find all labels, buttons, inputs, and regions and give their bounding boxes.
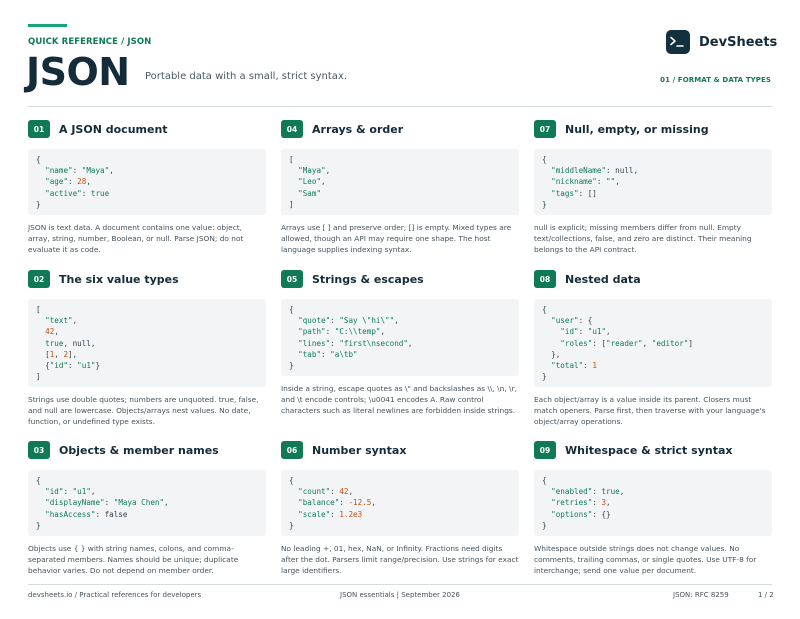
code-line (36, 304, 258, 315)
page-title: JSON (26, 50, 130, 94)
code-line (36, 349, 258, 360)
code-token (36, 189, 45, 198)
code-token (289, 327, 298, 336)
code-token (36, 177, 45, 186)
code-line (36, 188, 258, 199)
code-token: "reader" (606, 338, 643, 348)
code-token: , (86, 177, 91, 187)
code-token (289, 498, 298, 507)
card-number-badge: 03 (28, 441, 50, 459)
code-token (289, 350, 298, 359)
code-line (542, 520, 764, 531)
code-token: "a\tb" (330, 349, 358, 359)
code-token: : null, (606, 166, 639, 176)
code-token: } (36, 199, 41, 209)
code-line (289, 338, 511, 349)
code-token: : (330, 316, 340, 326)
code-token: 1 (49, 349, 55, 359)
card-number-badge: 04 (281, 120, 303, 138)
code-token: "age" (45, 177, 69, 187)
code-line (36, 497, 258, 508)
code-token: "id" (49, 361, 69, 371)
code-token: "id" (45, 487, 64, 497)
card-header (534, 120, 772, 138)
card-description: Arrays use [ ] and preserve order; [] is empty. Mixed types are allowed, though an API may require one shape. The host language supplies indexing syntax. (281, 223, 512, 255)
code-line (542, 176, 764, 187)
code-token: "u1" (77, 361, 96, 371)
code-line (542, 326, 764, 337)
card-title: Number syntax (312, 443, 407, 457)
code-line (289, 188, 511, 199)
code-token: , (371, 498, 376, 508)
code-token (36, 327, 45, 336)
code-token: } (542, 520, 547, 530)
code-token: true (45, 338, 64, 348)
code-token: , (90, 487, 96, 497)
code-token (289, 316, 298, 325)
code-line (542, 199, 764, 210)
code-token: "Maya" (81, 166, 110, 176)
card-header (28, 270, 266, 288)
code-token: true (90, 188, 110, 198)
code-token: "displayName" (45, 498, 105, 508)
code-line (542, 315, 764, 326)
code-token: : [] (578, 188, 597, 198)
code-token: ] (36, 372, 41, 382)
code-token: , (54, 327, 59, 337)
code-line (542, 338, 764, 349)
code-token: , (164, 498, 169, 508)
footer-divider (28, 584, 772, 585)
code-token: } (289, 361, 294, 371)
card-number-badge: 09 (534, 441, 556, 459)
card-header (28, 441, 266, 459)
code-line (36, 315, 258, 326)
code-token: "Leo" (298, 177, 322, 187)
code-line (36, 371, 258, 382)
code-token (542, 510, 551, 519)
card-number-badge: 06 (281, 441, 303, 459)
code-line (36, 338, 258, 349)
card-description: Strings use double quotes; numbers are unquoted. true, false, and null are lowercase. Objects/arrays nest values. No date, function, or undefined type exists. (28, 395, 259, 427)
code-line (542, 165, 764, 176)
code-token (542, 339, 560, 348)
code-line (36, 165, 258, 176)
code-token: { (542, 305, 547, 314)
card-02 (28, 270, 266, 427)
code-line (289, 315, 511, 326)
code-line (36, 326, 258, 337)
code-token: "active" (45, 188, 82, 198)
code-token: } (95, 361, 101, 371)
code-token (36, 510, 45, 519)
card-title: Strings & escapes (312, 272, 424, 286)
code-token: } (542, 372, 547, 382)
code-line (289, 349, 511, 360)
card-number-badge: 05 (281, 270, 303, 288)
code-token: 2 (63, 349, 69, 359)
code-token: : false (95, 509, 128, 519)
code-token: } (542, 199, 547, 209)
code-example (534, 299, 772, 387)
code-token: "Sam" (298, 188, 322, 198)
code-token: : (339, 498, 349, 508)
code-token: "id" (560, 327, 579, 337)
code-token: : { (578, 316, 593, 326)
code-token: { (542, 155, 547, 164)
code-line (36, 199, 258, 210)
code-token: : (596, 177, 607, 187)
code-token (542, 327, 560, 336)
brand-name: DevSheets (699, 34, 778, 50)
code-token: ] (289, 199, 294, 209)
code-token: }, (542, 349, 561, 359)
code-token (542, 361, 551, 370)
card-description: Inside a string, escape quotes as \" and backslashes as \\, \n, \r, and \t encode controls; \u0041 encodes A. Raw control characters such as literal newlines are forbidden inside strings. (281, 384, 517, 416)
code-token: , null, (63, 338, 96, 348)
code-line (36, 475, 258, 486)
code-token: : (592, 487, 602, 497)
code-token: ] (688, 338, 693, 348)
code-token: : [ (592, 338, 607, 348)
section-label: 01 / FORMAT & DATA TYPES (660, 76, 771, 84)
code-token: "hasAccess" (45, 509, 96, 519)
code-token: } (36, 520, 41, 530)
code-token: 3 (601, 498, 607, 508)
card-05 (281, 270, 519, 416)
code-example (534, 470, 772, 536)
code-line (289, 304, 511, 315)
code-line (542, 497, 764, 508)
code-example (281, 149, 519, 215)
card-06 (281, 441, 519, 576)
code-token: , (606, 327, 611, 337)
code-token (542, 189, 551, 198)
code-token: "total" (551, 361, 584, 371)
code-token: [ (36, 349, 50, 359)
page-subtitle: Portable data with a small, strict syntax. (145, 71, 348, 82)
card-header (28, 120, 266, 138)
code-token: "balance" (298, 498, 340, 508)
code-token: : (330, 509, 340, 519)
code-token: "tags" (551, 188, 579, 198)
code-token: "tab" (298, 349, 322, 359)
code-token: { (542, 476, 547, 485)
code-line (289, 520, 511, 531)
code-line (542, 475, 764, 486)
code-token: "quote" (298, 316, 331, 326)
card-description: null is explicit; missing members differ from null. Empty text/collections, false, and zero are distinct. Their meaning belongs to the API contract. (534, 223, 752, 255)
code-line (289, 199, 511, 210)
code-line (289, 475, 511, 486)
code-token (289, 166, 298, 175)
code-line (36, 360, 258, 371)
header-divider (28, 106, 772, 107)
eyebrow-label: QUICK REFERENCE / JSON (28, 37, 152, 47)
code-line (36, 154, 258, 165)
code-token: "first\nsecond" (339, 338, 408, 348)
code-token: 42 (339, 487, 349, 497)
code-line (289, 486, 511, 497)
code-token: "scale" (298, 509, 331, 519)
code-token: , (380, 327, 386, 337)
code-token: "nickname" (551, 177, 597, 187)
card-number-badge: 02 (28, 270, 50, 288)
code-token (289, 510, 298, 519)
code-token: "" (606, 177, 616, 187)
card-04 (281, 120, 519, 255)
card-number-badge: 08 (534, 270, 556, 288)
code-token (542, 316, 551, 325)
code-line (36, 509, 258, 520)
code-example (28, 299, 266, 387)
code-token (542, 177, 551, 186)
card-description: Whitespace outside strings does not change values. No comments, trailing commas, or single quotes. Use UTF-8 for interchange; send one value per document. (534, 544, 757, 576)
code-token (36, 487, 45, 496)
code-token (36, 316, 45, 325)
code-token: "options" (551, 509, 593, 519)
accent-bar (28, 24, 67, 27)
card-01 (28, 120, 266, 255)
code-line (542, 509, 764, 520)
code-token: : (330, 487, 340, 497)
code-token: : (72, 166, 82, 176)
brand (666, 30, 777, 54)
card-title: Null, empty, or missing (565, 122, 709, 136)
code-token: : (583, 361, 593, 371)
code-token: ], (68, 349, 78, 359)
card-title: A JSON document (59, 122, 168, 136)
code-token (36, 498, 45, 507)
code-token: "Say \"hi\"" (339, 316, 395, 326)
code-token: , (72, 316, 78, 326)
code-line (36, 486, 258, 497)
code-token: "name" (45, 166, 73, 176)
card-number-badge: 07 (534, 120, 556, 138)
code-token: { (36, 361, 50, 371)
code-token: , (606, 498, 611, 508)
code-token: } (289, 520, 294, 530)
card-title: Nested data (565, 272, 641, 286)
code-token: , (321, 177, 326, 187)
code-line (542, 304, 764, 315)
code-token: , (325, 166, 331, 176)
code-token: { (36, 155, 41, 164)
card-header (534, 270, 772, 288)
page-number: 1 / 2 (758, 591, 774, 599)
code-line (289, 165, 511, 176)
code-token (36, 339, 45, 348)
code-line (289, 326, 511, 337)
footer-edition: JSON essentials | September 2026 (340, 591, 460, 599)
card-03 (28, 441, 266, 576)
code-token: "retries" (551, 498, 593, 508)
code-example (281, 470, 519, 536)
footer-site: devsheets.io / Practical references for developers (28, 591, 202, 599)
code-line (542, 188, 764, 199)
code-token: , (109, 166, 114, 176)
card-header (534, 441, 772, 459)
code-token (289, 487, 298, 496)
card-description: Each object/array is a value inside its parent. Closers must match openers. Parse first, then traverse with your language's object/array operations. (534, 395, 766, 427)
code-example (28, 149, 266, 215)
code-line (542, 154, 764, 165)
code-line (36, 520, 258, 531)
code-token: , (619, 487, 625, 497)
code-token: [ (289, 155, 294, 164)
code-token: "editor" (651, 338, 689, 348)
code-token: 28 (77, 177, 87, 187)
code-token: : (68, 177, 78, 187)
code-token: : (63, 487, 73, 497)
card-title: Arrays & order (312, 122, 404, 136)
code-token: : (321, 349, 331, 359)
code-token: 1.2e3 (339, 509, 363, 519)
code-line (289, 176, 511, 187)
code-token: , (615, 177, 620, 187)
code-token (289, 177, 298, 186)
code-token: : (68, 361, 78, 371)
code-token: : (81, 188, 91, 198)
code-example (28, 470, 266, 536)
code-line (289, 360, 511, 371)
code-token (36, 166, 45, 175)
code-token: { (289, 476, 294, 485)
terminal-prompt-icon (666, 30, 690, 54)
card-07 (534, 120, 772, 255)
code-token: "enabled" (551, 487, 593, 497)
card-title: Objects & member names (59, 443, 219, 457)
code-token: : (104, 498, 114, 508)
code-token: 42 (45, 327, 55, 337)
code-token: : (330, 338, 340, 348)
code-token: , (54, 349, 64, 359)
code-line (542, 371, 764, 382)
code-token (289, 339, 298, 348)
code-token: { (36, 476, 41, 485)
card-header (281, 270, 519, 288)
code-token: "text" (45, 316, 73, 326)
code-token: "lines" (298, 338, 331, 348)
card-header (281, 441, 519, 459)
code-line (289, 154, 511, 165)
code-token: "count" (298, 487, 331, 497)
code-line (542, 349, 764, 360)
code-line (289, 509, 511, 520)
card-description: JSON is text data. A document contains one value: object, array, string, number, Boolean, or null. Parse JSON; do not evaluate it as code. (28, 223, 244, 255)
code-token: , (642, 338, 652, 348)
code-token: "C:\\temp" (334, 327, 381, 337)
card-title: Whitespace & strict syntax (565, 443, 733, 457)
code-example (281, 299, 519, 376)
code-token: 1 (592, 361, 597, 371)
code-token: -12.5 (348, 498, 372, 508)
code-line (542, 486, 764, 497)
code-token: "u1" (587, 327, 607, 337)
code-token (542, 166, 551, 175)
code-token: [ (36, 305, 41, 314)
code-token: "roles" (560, 338, 593, 348)
code-token (289, 189, 298, 198)
code-token: true (601, 487, 620, 497)
card-header (281, 120, 519, 138)
code-token: "Maya" (298, 166, 326, 176)
code-line (542, 360, 764, 371)
card-title: The six value types (59, 272, 179, 286)
card-description: Objects use { } with string names, colons, and comma-separated members. Names should be unique; duplicate behavior varies. Do not depend on member order. (28, 544, 239, 576)
code-token: : {} (592, 509, 611, 519)
code-token (542, 498, 551, 507)
code-token: "middleName" (551, 166, 607, 176)
footer-spec: JSON: RFC 8259 (673, 591, 729, 599)
code-token (542, 487, 551, 496)
card-description: No leading +, 01, hex, NaN, or Infinity. Fractions need digits after the dot. Parsers limit range/precision. Use strings for exact large identifiers. (281, 544, 519, 576)
code-line (36, 176, 258, 187)
card-09 (534, 441, 772, 576)
code-token: : (592, 498, 602, 508)
card-08 (534, 270, 772, 427)
code-token: { (289, 305, 294, 314)
code-line (289, 497, 511, 508)
code-token: , (407, 338, 413, 348)
code-token: "Maya Chen" (113, 498, 165, 508)
code-token: "u1" (72, 487, 91, 497)
code-token: "user" (551, 316, 579, 326)
card-number-badge: 01 (28, 120, 50, 138)
code-token: "path" (298, 327, 326, 337)
code-token: , (348, 487, 354, 497)
code-token: : (578, 327, 588, 337)
code-token: : (325, 327, 335, 337)
code-example (534, 149, 772, 215)
code-token: , (394, 316, 399, 326)
